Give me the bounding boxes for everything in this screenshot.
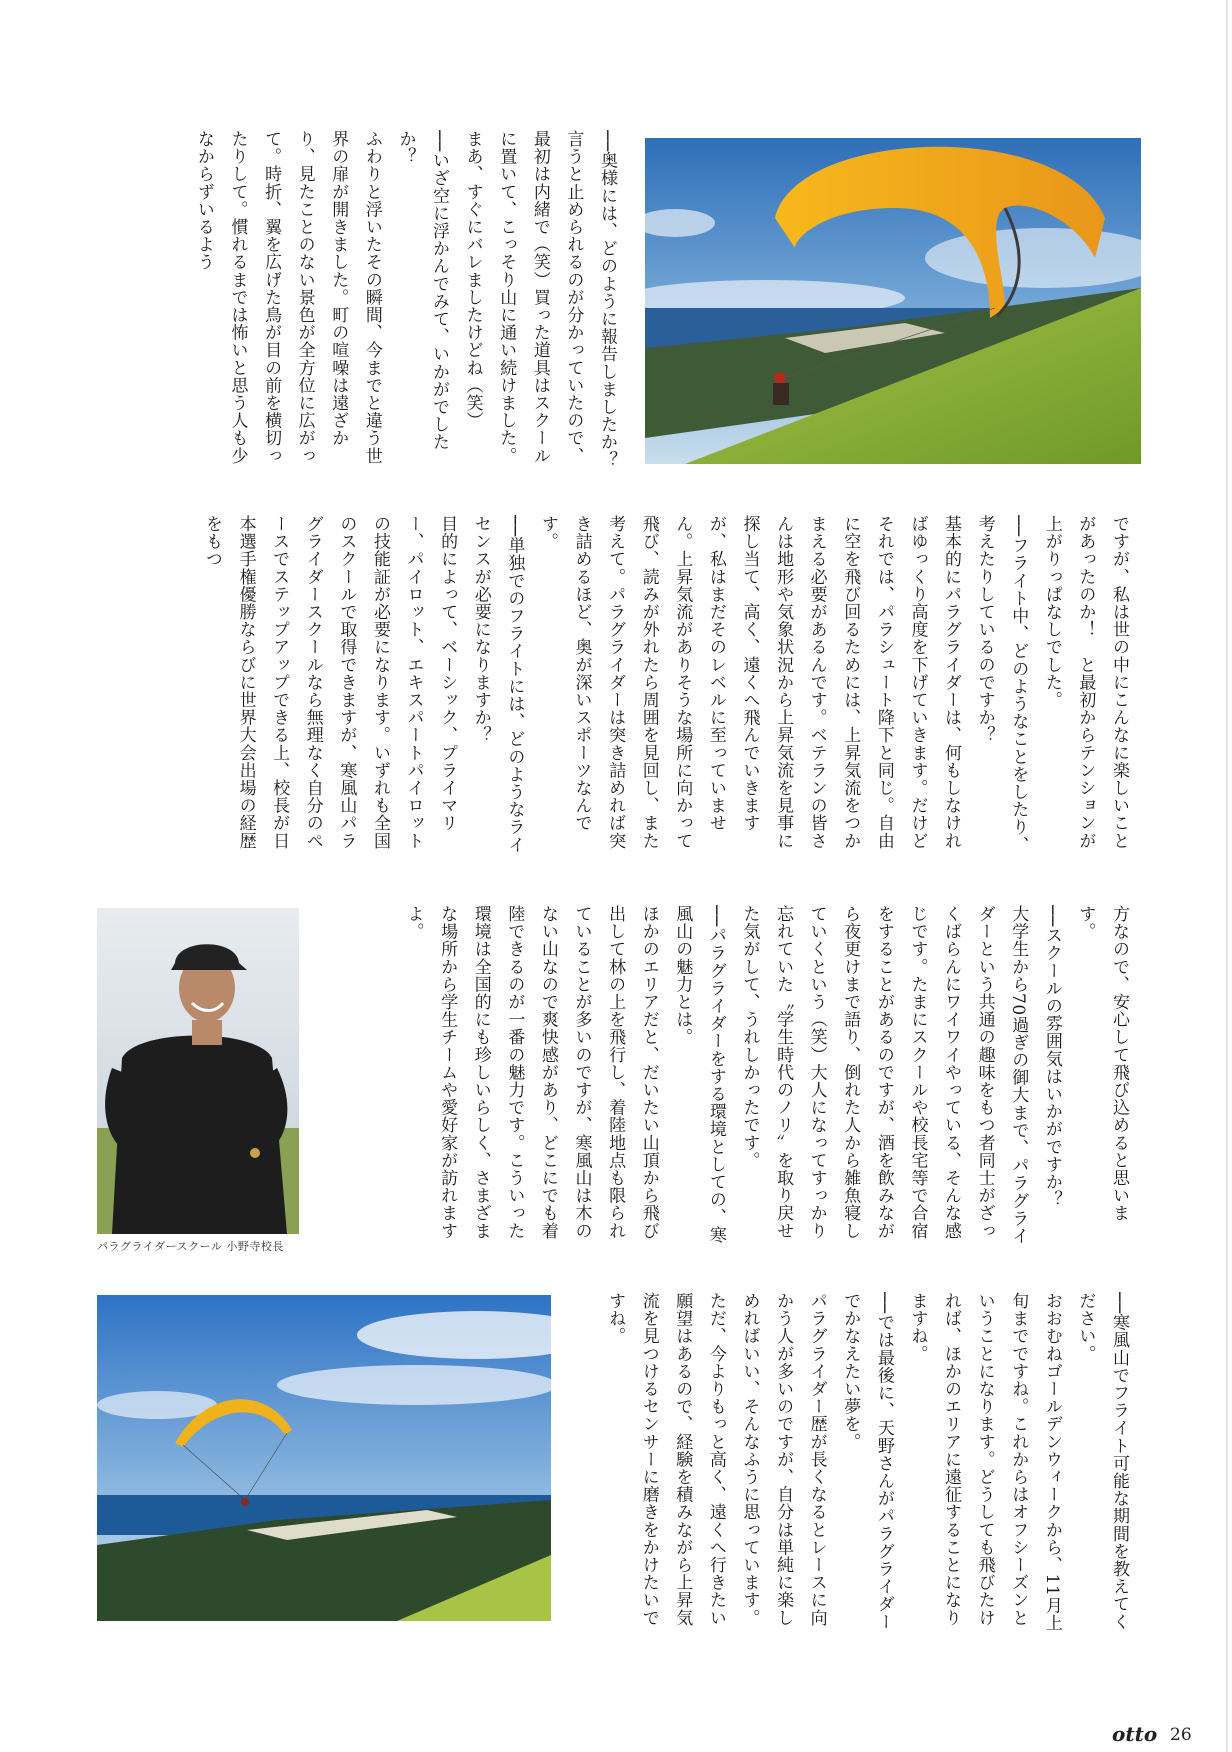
article-column-4 [588, 1292, 1135, 1637]
article-column-1 [95, 130, 623, 470]
page-number: 26 [1170, 1725, 1192, 1745]
paraglider-launch-photo [645, 138, 1141, 464]
article-text-col4: ──寒風山でフライト可能な期間を教えてください。 おおむねゴールデンウィークから、11月上旬までですね。これからはオフシーズンということになります。どうしても飛びたければ、ほかのエリアに遠征することになりますね。 ──では最後に、天野さんがパラグライダーでかなえたい夢を。 パラグライダー歴が長くなるとレースに向かう人が多いのですが、自分は単純に楽しめればいい、そんなふうに思っています。ただ、今よりもっと高く、遠くへ行きたい願望はあるので、経験を積みながら上昇気流を見つけるセンサーに磨きをかけたいですね。 [605, 1292, 1129, 1632]
principal-portrait-photo [97, 908, 299, 1234]
photo-caption: パラグライダースクール 小野寺校長 [97, 1240, 284, 1253]
magazine-logo: otto [1112, 1722, 1158, 1746]
article-text-col1: ──奥様には、どのように報告しましたか？ 言うと止められるのが分かっていたので、最初は内緒で（笑）買った道具はスクールに置いて、こっそり山に通い続けました。まあ、すぐにバレましたけどね（笑） ──いざ空に浮かんでみて、いかがでしたか？ ふわりと浮いたその瞬間、今までと違う世界の扉が開きました。町の喧噪は遠ざかり、見たことのない景色が全方位に広がって。時折、翼を広げた鳥が目の前を横切ったりして。慣れるまでは怖いと思う人も少なからずいるよう [193, 130, 617, 469]
article-column-3 [315, 905, 1135, 1250]
page-edge [1226, 0, 1228, 1752]
article-text-col3: 方なので、安心して飛び込めると思います。 ──スクールの雰囲気はいかがですか？ 大学生から70過ぎの御大まで、パラグライダーという共通の趣味をもつ者同士がざっくばらんにワイワイやっている、そんな感じです。たまにスクールや校長宅等で合宿をすることがあるのですが、酒を飲みながら夜更けまで語り、倒れた人から雑魚寝していくという（笑）大人になってすっかり忘れていた〝学生時代のノリ〟を取り戻せた気がして、うれしかったです。 ──パラグライダーをする環境としての、寒風山の魅力とは。 ほかのエリアだと、だいたい山頂から飛び出して林の上を飛行し、着陸地点も限られていることが多いのですが、寒風山は木のない山なので爽快感があり、どこにでも着陸できるのが一番の魅力です。こういった環境は全国的にも珍しいらしく、さまざまな場所から学生チームや愛好家が訪れますよ。 [403, 905, 1129, 1245]
article-column-2 [95, 515, 1135, 860]
article-text-col2: ですが、私は世の中にこんなに楽しいことがあったのか！ と最初からテンションが上がりっぱなしでした。 ──フライト中、どのようなことをしたり、考えたりしているのですか？ 基本的にパラグライダーは、何もしなければゆっくり高度を下げていきます。だけどそれでは、パラシュート降下と同じ。自由に空を飛び回るためには、上昇気流をつかまえる必要があるんです。ベテランの皆さんは地形や気象状況から上昇気流を見事に探し当て、高く、遠くへ飛んでいきますが、私はまだそのレベルに至っていません。上昇気流がありそうな場所に向かって飛び、読みが外れたら周囲を見回し、また考えて。パラグライダーは突き詰めれば突き詰めるほど、奥が深いスポーツなんです。 ──単独でのフライトには、どのようなライセンスが必要になりますか？ 目的によって、ベーシック、プライマリー、パイロット、エキスパートパイロットの技能証が必要になります。いずれも全国のスクールで取得できますが、寒風山パラグライダースクールなら無理なく自分のペースでステップアップできる上、校長が日本選手権優勝ならびに世界大会出場の経歴をもつ [201, 515, 1129, 854]
paraglider-flight-photo [97, 1295, 551, 1621]
